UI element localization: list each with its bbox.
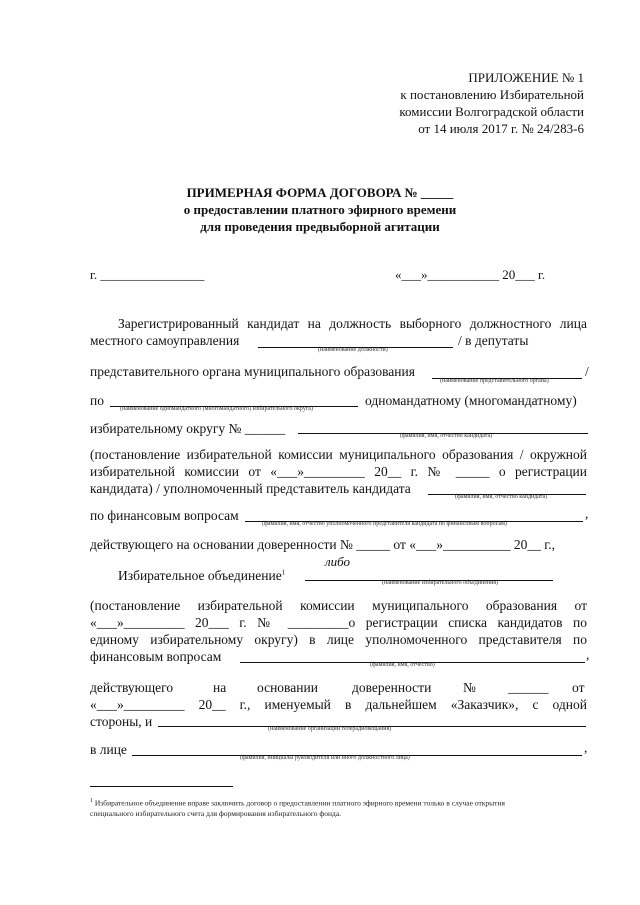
attorney-word: доверенности [352,680,432,695]
local-government-label: местного самоуправления [90,333,240,348]
association-resolution-line-3: единому избирательному округу) в лице уполномоченного представителя по [90,632,587,647]
representative-caption: (фамилия, имя, отчество кандидата) [455,494,548,500]
appendix-ref-line-1: к постановлению Избирательной [400,87,584,102]
association-resolution-line-4: финансовым вопросам [90,649,222,664]
acting-word: действующего [90,680,174,695]
representative-organ-label: представительного органа муниципального образования [90,364,415,379]
resolution-line-3: кандидата) / уполномоченный представитель кандидата [90,481,411,496]
association-resolution-line-1: (постановление избирательной комиссии муниципального образования от [90,598,587,613]
date-field: «___»___________ 20___ г. [395,267,546,282]
appendix-number: ПРИЛОЖЕНИЕ № 1 [468,70,584,85]
electoral-association-label [118,568,285,584]
comma-2: , [586,647,590,662]
footnote-text-2: специального избирательного счета для формирования избирательного фонда. [90,809,342,818]
broadcaster-caption: (наименование организации телерадиовещания) [268,726,392,732]
footnote-text-1: Избирательное объединение вправе заключить договор о предоставлении платного эфирного времени только в случае открытия [94,798,505,808]
city-field: г. ________________ [90,267,205,282]
number-sign: № [463,680,476,695]
fio-caption: (фамилия, имя, отчество) [370,662,435,668]
association-caption: (наименование избирательного объединения) [382,580,499,586]
on-word: на [213,680,227,695]
financial-matters-label: по финансовым вопросам [90,508,239,523]
comma-3: , [584,740,588,755]
or-label: либо [325,554,351,569]
resolution-line-2: избирательной комиссии от «___»_________ 20__ г. № _____ о регистрации [90,464,587,479]
document-title: ПРИМЕРНАЯ ФОРМА ДОГОВОРА № _____ [186,185,454,200]
candidate-intro-line: Зарегистрированный кандидат на должность выборного должностного лица [118,316,587,331]
district-type-label: одномандатному (многомандатному) [365,393,577,408]
association-resolution-line-2: «___»_________ 20___ г. № _________о регистрации списка кандидатов по [90,615,587,630]
footnote-mark: 1 [90,798,93,804]
from-word: от [572,680,585,695]
customer-line: «___»_________ 20__ г., именуемый в дальнейшем «Заказчик», с одной [90,697,587,712]
slash-separator: / [585,364,589,379]
financial-rep-caption: (фамилия, имя, отчество уполномоченного представителя кандидата по финансовым вопросам) [262,521,507,527]
document-subtitle-1: о предоставлении платного эфирного времени [183,202,457,217]
appendix-ref-line-3: от 14 июля 2017 г. № 24/283-6 [418,121,584,136]
candidate-name-caption: (фамилия, имя, отчество кандидата) [400,433,493,439]
by-label: по [90,393,104,408]
organ-caption: (наименование представительного органа) [440,378,549,384]
document-subtitle-2: для проведения предвыборной агитации [200,219,440,234]
district-number-label: избирательному округу № ______ [90,421,286,436]
basis-word: основании [257,680,318,695]
deputies-label: / в депутаты [458,333,529,348]
footnote-separator [90,786,233,787]
electoral-association-text: Избирательное объединение [118,568,282,583]
official-caption: (фамилия, инициалы руководителя или иного должностного лица) [240,755,410,761]
power-of-attorney-line: действующего на основании доверенности № _____ от «___»__________ 20__ г., [90,537,555,552]
comma: , [585,506,589,521]
footnote-ref: 1 [281,568,286,577]
position-caption: (наименование должности) [318,347,388,353]
resolution-line-1: (постановление избирательной комиссии муниципального образования / окружной [90,447,587,462]
district-caption: (наименование одномандатного (многомандатного) избирательного округа) [120,406,313,412]
number-blank: ______ [508,680,549,695]
represented-by-label: в лице [90,742,127,757]
appendix-ref-line-2: комиссии Волгоградской области [399,104,584,119]
party-and-label: стороны, и [90,714,153,729]
